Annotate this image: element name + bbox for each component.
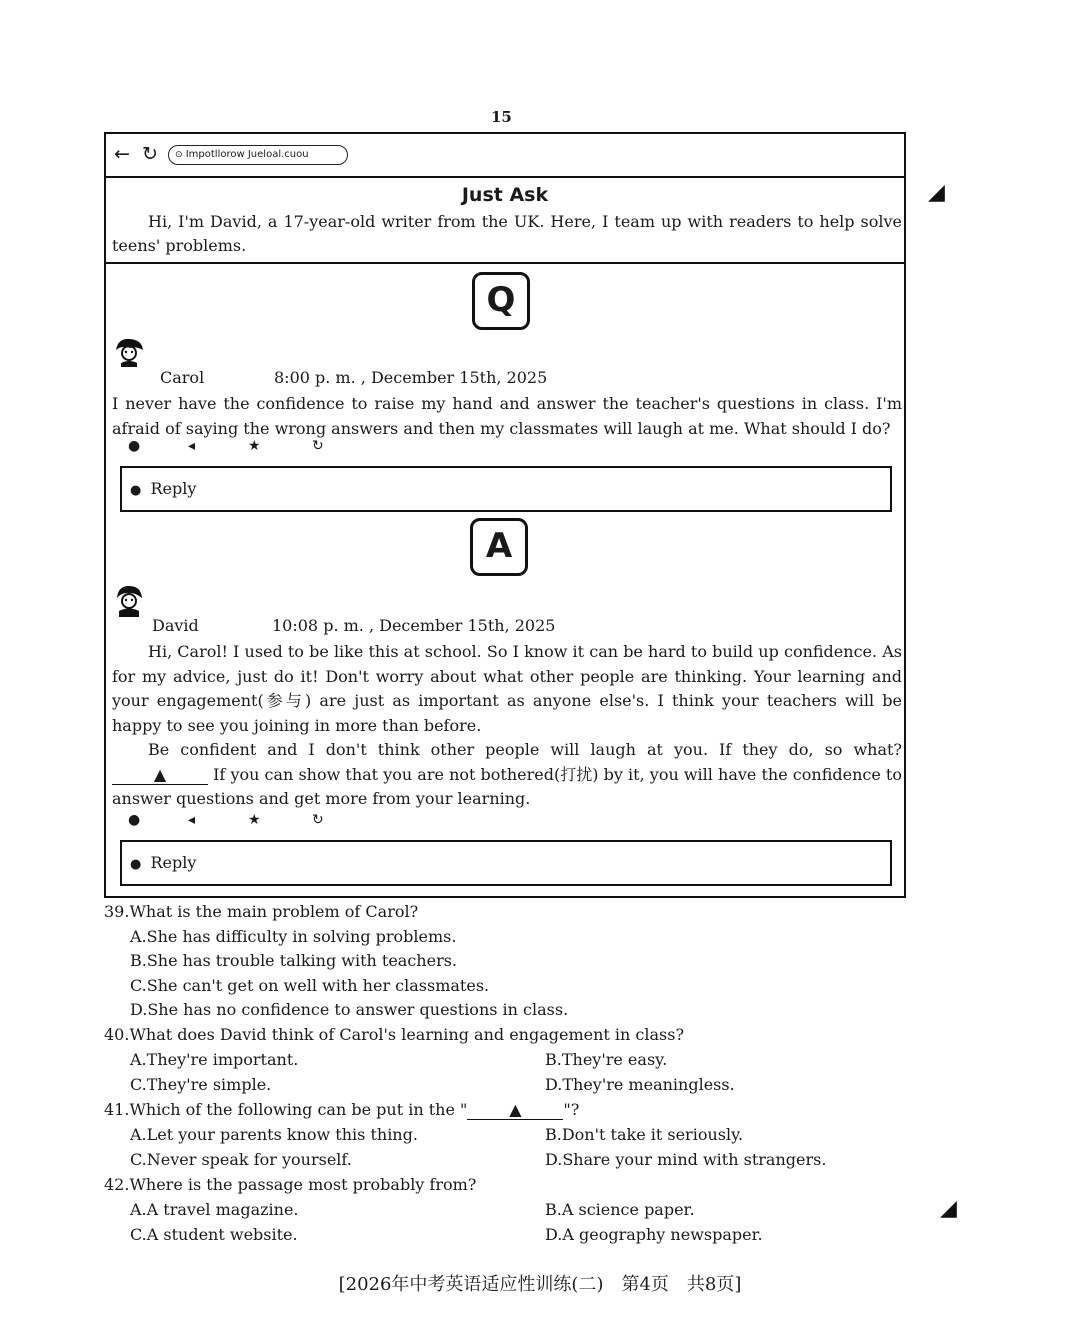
url-text: Impotllorow Jueloal.cuou <box>185 149 309 160</box>
question-40: 40.What does David think of Carol's learning and engagement in class? <box>104 1025 685 1044</box>
share-icon[interactable]: ◂ <box>188 438 196 454</box>
reply-icon: ● <box>130 483 142 498</box>
option-39-d: D.She has no confidence to answer questions in class. <box>130 1000 569 1019</box>
option-40-d: D.They're meaningless. <box>545 1075 735 1094</box>
option-42-c: C.A student website. <box>130 1225 298 1244</box>
reply-label: Reply <box>150 479 197 498</box>
divider <box>106 262 904 264</box>
david-paragraph-1: Hi, Carol! I used to be like this at school. So I know it can be hard to build up confidence. As for my advice, just do it! Don't worry about what other people are thinking. Your learning and your engagement(参与) are just as important as anyone else's. I think your teachers will be happy to see you joining in more than before. <box>112 642 902 735</box>
david-timestamp: 10:08 p. m. , December 15th, 2025 <box>272 616 556 635</box>
question-41-end: "? <box>563 1100 580 1119</box>
reply-label: Reply <box>150 853 197 872</box>
registration-mark-icon: ◢ <box>940 1196 957 1221</box>
option-41-a: A.Let your parents know this thing. <box>130 1125 418 1144</box>
question-41 <box>104 1100 579 1120</box>
option-42-d: D.A geography newspaper. <box>545 1225 763 1244</box>
david-paragraph-2-end: If you can show that you are not bothered(打扰) by it, you will have the confidence to answer questions and get more from your learning. <box>112 764 902 808</box>
reply-icon: ● <box>130 857 142 872</box>
option-40-c: C.They're simple. <box>130 1075 272 1094</box>
carol-timestamp: 8:00 p. m. , December 15th, 2025 <box>274 368 548 387</box>
answer-blank: ▲ <box>467 1101 563 1120</box>
option-39-b: B.She has trouble talking with teachers. <box>130 951 458 970</box>
back-arrow-icon[interactable]: ← <box>114 143 130 165</box>
david-post-text <box>112 640 902 812</box>
share-icon[interactable]: ◂ <box>188 812 196 828</box>
david-avatar-icon <box>112 584 146 620</box>
repost-icon[interactable]: ↻ <box>312 438 324 454</box>
site-title: Just Ask <box>461 184 549 206</box>
option-40-a: A.They're important. <box>130 1050 299 1069</box>
repost-icon[interactable]: ↻ <box>312 812 324 828</box>
david-paragraph-2-start: Be confident and I don't think other people will laugh at you. If they do, so what? <box>148 740 902 759</box>
site-intro: Hi, I'm David, a 17-year-old writer from the UK. Here, I team up with readers to help solve teens' problems. <box>112 212 902 255</box>
option-39-a: A.She has difficulty in solving problems. <box>130 927 457 946</box>
option-41-d: D.Share your mind with strangers. <box>545 1150 827 1169</box>
address-bar[interactable] <box>168 145 348 165</box>
star-icon[interactable]: ★ <box>248 812 261 828</box>
url-icon: ⊙ <box>175 150 183 160</box>
answer-badge-icon: A <box>470 518 528 576</box>
option-41-b: B.Don't take it seriously. <box>545 1125 744 1144</box>
page-number: 15 <box>491 108 512 126</box>
option-39-c: C.She can't get on well with her classmates. <box>130 976 490 995</box>
star-icon[interactable]: ★ <box>248 438 261 454</box>
answer-blank: ▲ <box>112 766 208 785</box>
option-42-b: B.A science paper. <box>545 1200 695 1219</box>
carol-name: Carol <box>160 368 205 387</box>
question-badge-icon: Q <box>472 272 530 330</box>
question-42: 42.Where is the passage most probably from? <box>104 1175 477 1194</box>
question-39: 39.What is the main problem of Carol? <box>104 902 419 921</box>
david-reply-box[interactable] <box>120 840 892 886</box>
carol-post-text: I never have the confidence to raise my hand and answer the teacher's questions in class. I'm afraid of saying the wrong answers and then my classmates will laugh at me. What should I do? <box>112 394 902 438</box>
reload-icon[interactable]: ↻ <box>142 143 158 165</box>
webpage-frame <box>104 132 906 898</box>
option-42-a: A.A travel magazine. <box>130 1200 299 1219</box>
like-icon[interactable]: ● <box>128 438 141 454</box>
david-paragraph-2 <box>112 738 902 812</box>
page-footer: [2026年中考英语适应性训练(二) 第4页 共8页] <box>338 1274 742 1295</box>
registration-mark-icon: ◢ <box>928 180 945 205</box>
browser-toolbar <box>106 134 904 178</box>
question-41-start: 41.Which of the following can be put in the " <box>104 1100 468 1119</box>
david-name: David <box>152 616 199 635</box>
option-41-c: C.Never speak for yourself. <box>130 1150 352 1169</box>
option-40-b: B.They're easy. <box>545 1050 668 1069</box>
carol-avatar-icon <box>112 336 146 372</box>
like-icon[interactable]: ● <box>128 812 141 828</box>
carol-reply-box[interactable] <box>120 466 892 512</box>
